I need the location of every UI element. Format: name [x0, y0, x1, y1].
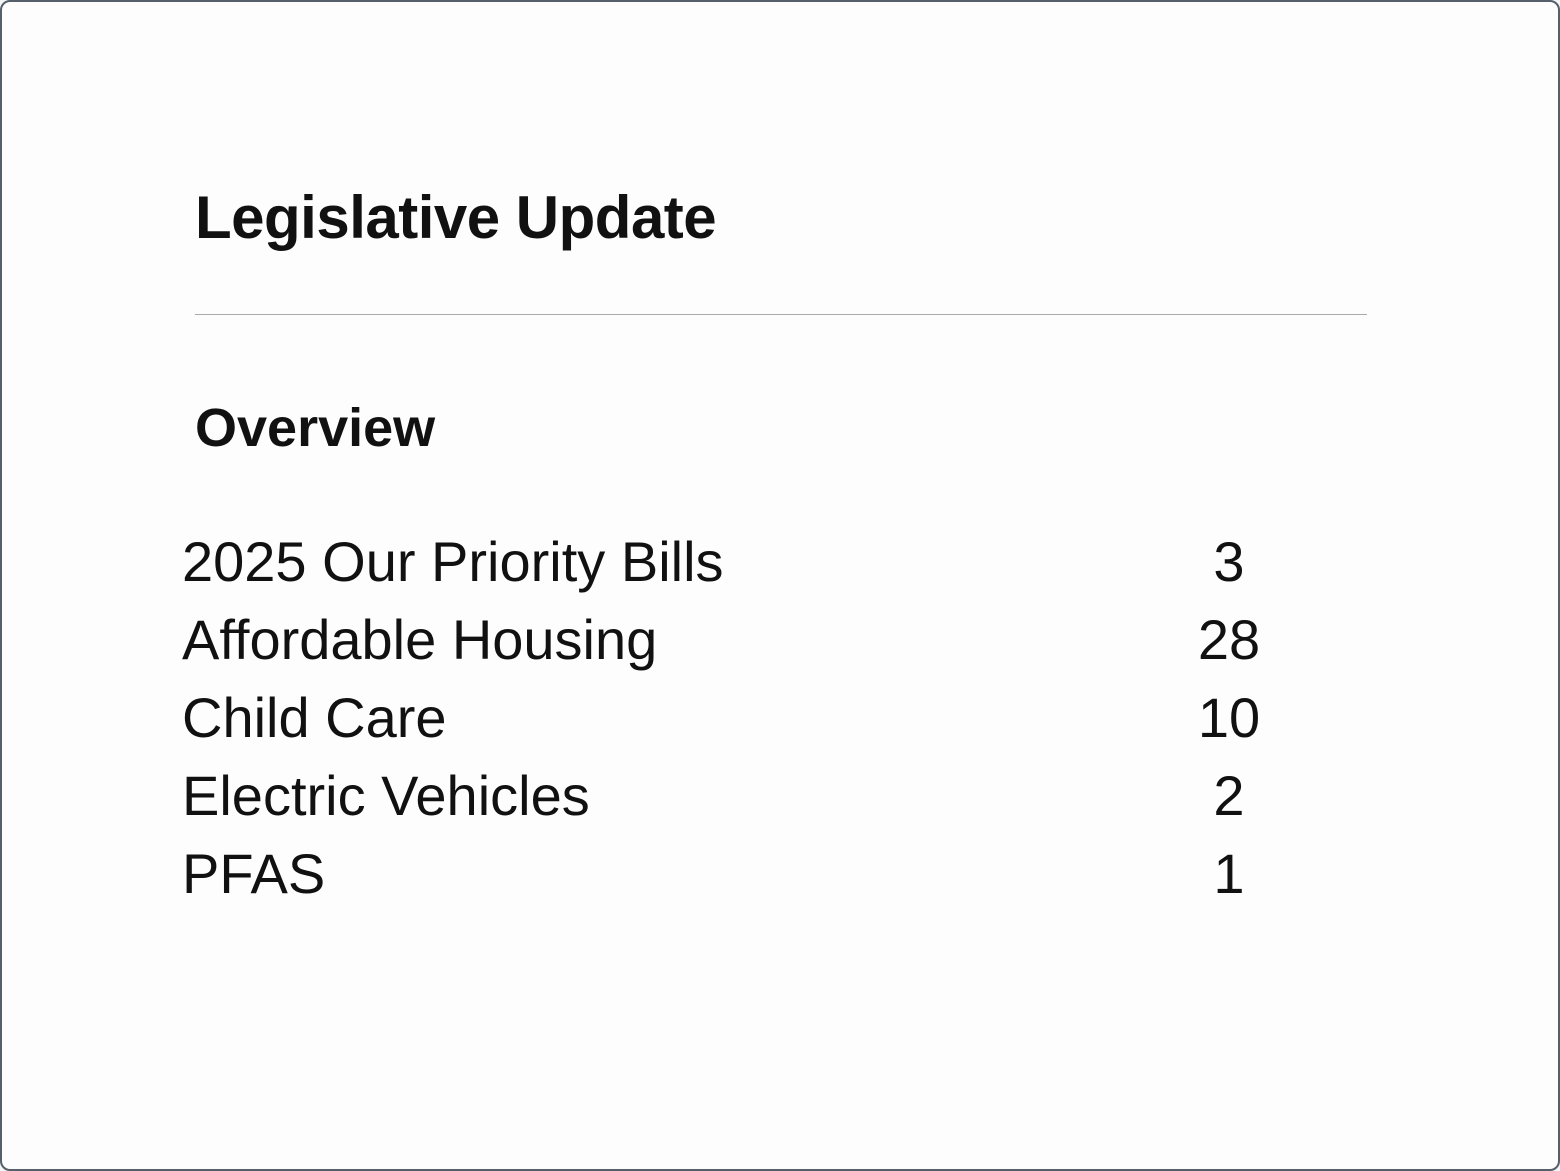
overview-row-label: Affordable Housing — [182, 608, 658, 671]
overview-row-priority-bills[interactable] — [182, 526, 1302, 604]
overview-row-count: 3 — [1213, 530, 1245, 593]
overview-row-electric-vehicles[interactable] — [182, 760, 1302, 838]
overview-heading: Overview — [195, 398, 436, 458]
overview-row-child-care[interactable] — [182, 682, 1302, 760]
overview-row-label: Child Care — [182, 686, 447, 749]
overview-row-label: PFAS — [182, 842, 326, 905]
title-divider — [195, 314, 1367, 315]
overview-row-count: 28 — [1197, 608, 1261, 671]
overview-row-label: Electric Vehicles — [182, 764, 590, 827]
overview-row-count: 10 — [1197, 686, 1261, 749]
overview-row-count: 1 — [1213, 842, 1245, 905]
overview-row-count: 2 — [1213, 764, 1245, 827]
overview-row-pfas[interactable] — [182, 838, 1302, 916]
page-title: Legislative Update — [195, 184, 717, 251]
overview-row-label: 2025 Our Priority Bills — [182, 530, 724, 593]
overview-row-affordable-housing[interactable] — [182, 604, 1302, 682]
overview-list — [182, 526, 1302, 916]
